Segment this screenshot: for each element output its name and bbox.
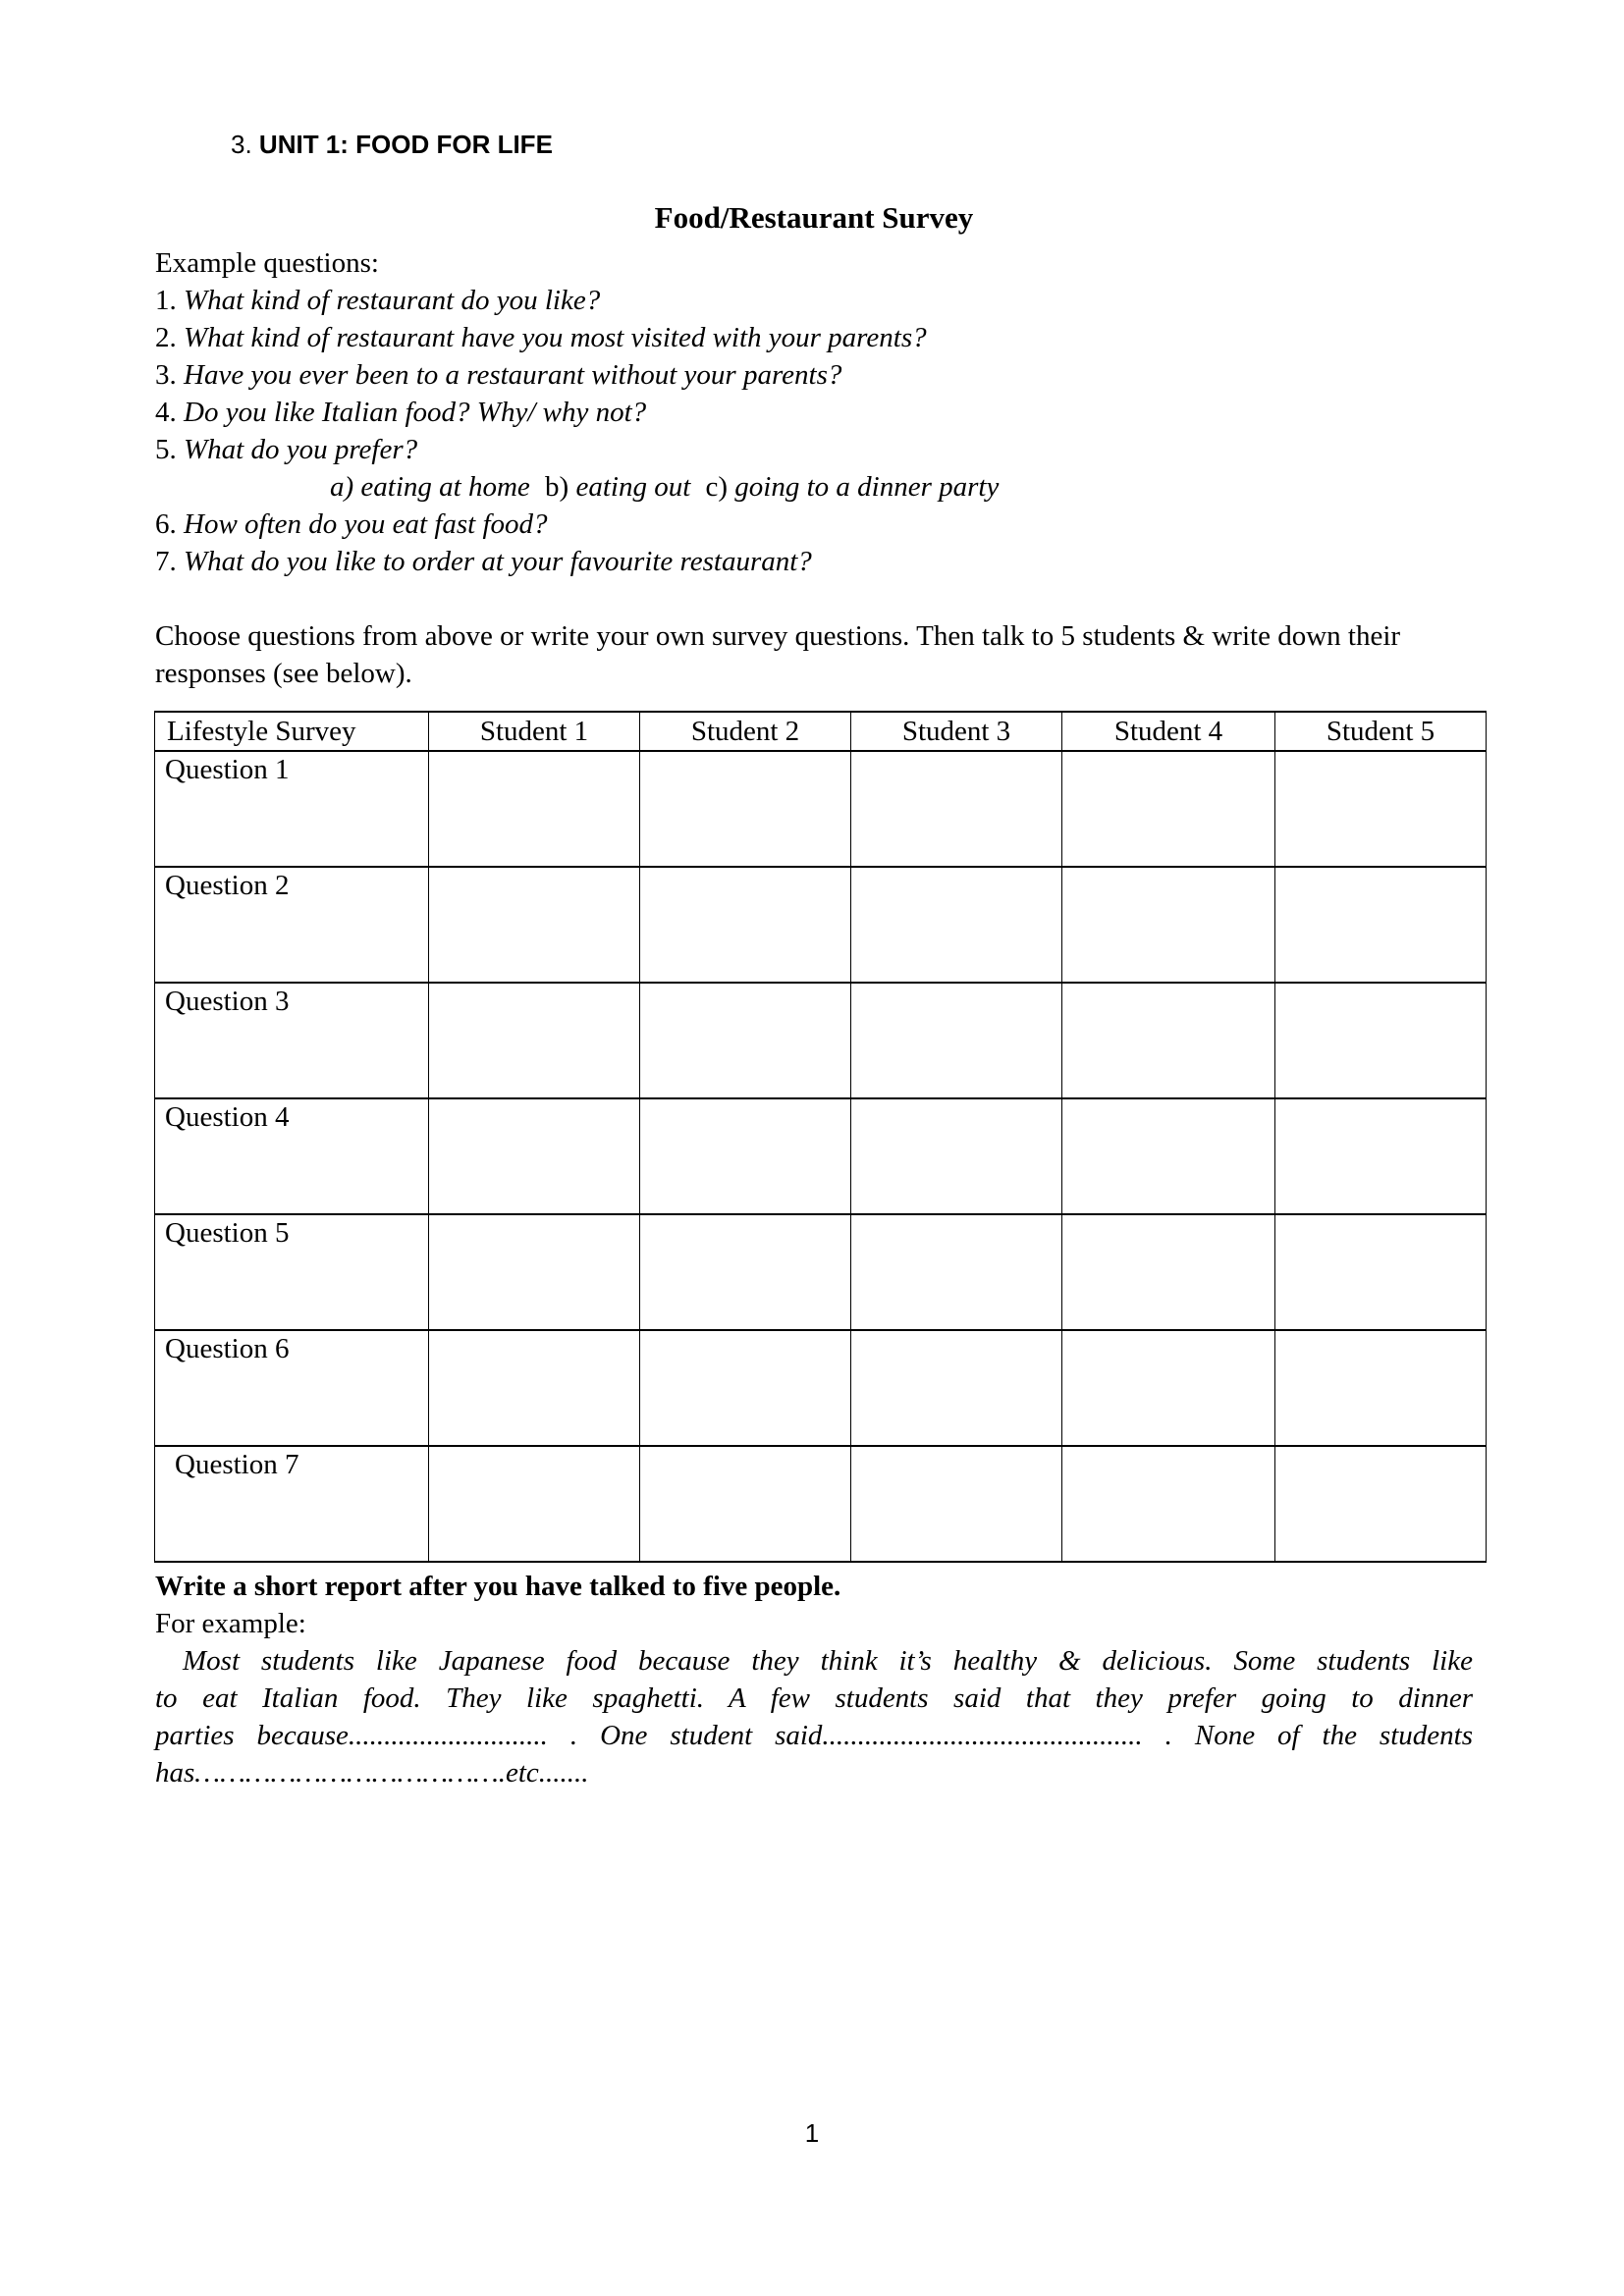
example-line-2: to eat Italian food. They like spaghetti. A few students said that they prefer going to dinner [155, 1682, 1473, 1714]
option-c-letter: c) [705, 471, 735, 503]
row-label-question-6: Question 6 [155, 1330, 429, 1446]
option-c [706, 471, 1000, 503]
row-label-question-1: Question 1 [155, 751, 429, 867]
table-cell [640, 983, 851, 1098]
table-cell [640, 751, 851, 867]
row-label-question-2: Question 2 [155, 867, 429, 983]
question-3-text: Have you ever been to a restaurant without your parents? [184, 359, 842, 391]
table-cell [1275, 1446, 1487, 1562]
question-3 [155, 356, 1473, 394]
table-cell [1275, 1330, 1487, 1446]
table-row [155, 751, 1487, 867]
row-label-question-5: Question 5 [155, 1214, 429, 1330]
table-cell [429, 1214, 640, 1330]
example-questions [155, 244, 1473, 580]
question-4-number: 4. [155, 397, 184, 428]
example-line-4: has……………………………….etc....... [155, 1757, 589, 1789]
question-5-options [155, 468, 1473, 506]
option-b-text: eating out [575, 471, 691, 503]
table-header-row [155, 712, 1487, 751]
table-cell [1275, 1098, 1487, 1214]
table-cell [851, 1446, 1062, 1562]
table-row [155, 1330, 1487, 1446]
option-b-letter: b) [545, 471, 576, 503]
table-cell [429, 983, 640, 1098]
header-student-5: Student 5 [1275, 712, 1487, 751]
question-2-text: What kind of restaurant have you most visited with your parents? [184, 322, 927, 353]
table-row [155, 1214, 1487, 1330]
table-cell [640, 867, 851, 983]
question-7-number: 7. [155, 546, 184, 577]
table-cell [1275, 983, 1487, 1098]
table-row [155, 1098, 1487, 1214]
table-cell [851, 983, 1062, 1098]
example-line-1: Most students like Japanese food because they think it’s healthy & delicious. Some students like [183, 1645, 1473, 1677]
table-cell [429, 751, 640, 867]
option-a [330, 471, 530, 503]
question-2-number: 2. [155, 322, 184, 353]
option-c-text: going to a dinner party [734, 471, 1000, 503]
table-cell [640, 1214, 851, 1330]
question-5-text: What do you prefer? [184, 434, 418, 465]
table-cell [1275, 867, 1487, 983]
example-line-3: parties because............................ . One student said............................................. . None of the students [155, 1720, 1473, 1751]
table-cell [1062, 751, 1275, 867]
unit-header [231, 129, 553, 160]
table-row [155, 1446, 1487, 1562]
question-6-text: How often do you eat fast food? [184, 508, 548, 540]
for-example-label: For example: [155, 1608, 306, 1639]
table-cell [640, 1098, 851, 1214]
table-cell [1062, 1098, 1275, 1214]
question-2 [155, 319, 1473, 356]
question-3-number: 3. [155, 359, 184, 391]
question-4 [155, 394, 1473, 431]
table-cell [1062, 1330, 1275, 1446]
table-cell [1062, 1214, 1275, 1330]
table-cell [851, 1214, 1062, 1330]
table-cell [1062, 1446, 1275, 1562]
page-title: Food/Restaurant Survey [654, 200, 974, 235]
row-label-question-7: Question 7 [155, 1446, 429, 1562]
instructions-paragraph: Choose questions from above or write your own survey questions. Then talk to 5 students & write down their responses (see below). [155, 620, 1401, 689]
question-7 [155, 543, 1473, 580]
unit-header-title: UNIT 1: FOOD FOR LIFE [258, 130, 553, 159]
table-row [155, 983, 1487, 1098]
table-cell [1062, 983, 1275, 1098]
option-a-text: eating at home [360, 471, 530, 503]
table-cell [851, 1330, 1062, 1446]
report-section [155, 1568, 1473, 1791]
question-6-number: 6. [155, 508, 184, 540]
table-cell [1275, 751, 1487, 867]
header-student-2: Student 2 [640, 712, 851, 751]
row-label-question-3: Question 3 [155, 983, 429, 1098]
question-1-number: 1. [155, 285, 184, 316]
row-label-question-4: Question 4 [155, 1098, 429, 1214]
option-b [545, 471, 690, 503]
question-1-text: What kind of restaurant do you like? [184, 285, 601, 316]
table-cell [640, 1446, 851, 1562]
table-cell [429, 867, 640, 983]
table-cell [851, 867, 1062, 983]
option-a-letter: a) [330, 471, 361, 503]
unit-header-number: 3. [231, 130, 259, 159]
table-cell [851, 1098, 1062, 1214]
lifestyle-survey-table [154, 711, 1487, 1563]
table-cell [429, 1446, 640, 1562]
table-cell [640, 1330, 851, 1446]
table-cell [851, 751, 1062, 867]
table-cell [1062, 867, 1275, 983]
question-4-text: Do you like Italian food? Why/ why not? [184, 397, 647, 428]
table-cell [1275, 1214, 1487, 1330]
example-questions-label: Example questions: [155, 247, 379, 279]
header-student-4: Student 4 [1062, 712, 1275, 751]
report-example-paragraph [155, 1642, 1473, 1791]
table-cell [429, 1098, 640, 1214]
question-1 [155, 282, 1473, 319]
header-student-1: Student 1 [429, 712, 640, 751]
table-row [155, 867, 1487, 983]
report-heading: Write a short report after you have talked to five people. [155, 1571, 841, 1602]
question-5 [155, 431, 1473, 468]
title-wrap [155, 199, 1473, 237]
question-6 [155, 506, 1473, 543]
header-student-3: Student 3 [851, 712, 1062, 751]
question-7-text: What do you like to order at your favourite restaurant? [184, 546, 812, 577]
page-number: 1 [804, 2118, 820, 2148]
header-lifestyle-survey: Lifestyle Survey [155, 712, 429, 751]
question-5-number: 5. [155, 434, 184, 465]
table-cell [429, 1330, 640, 1446]
